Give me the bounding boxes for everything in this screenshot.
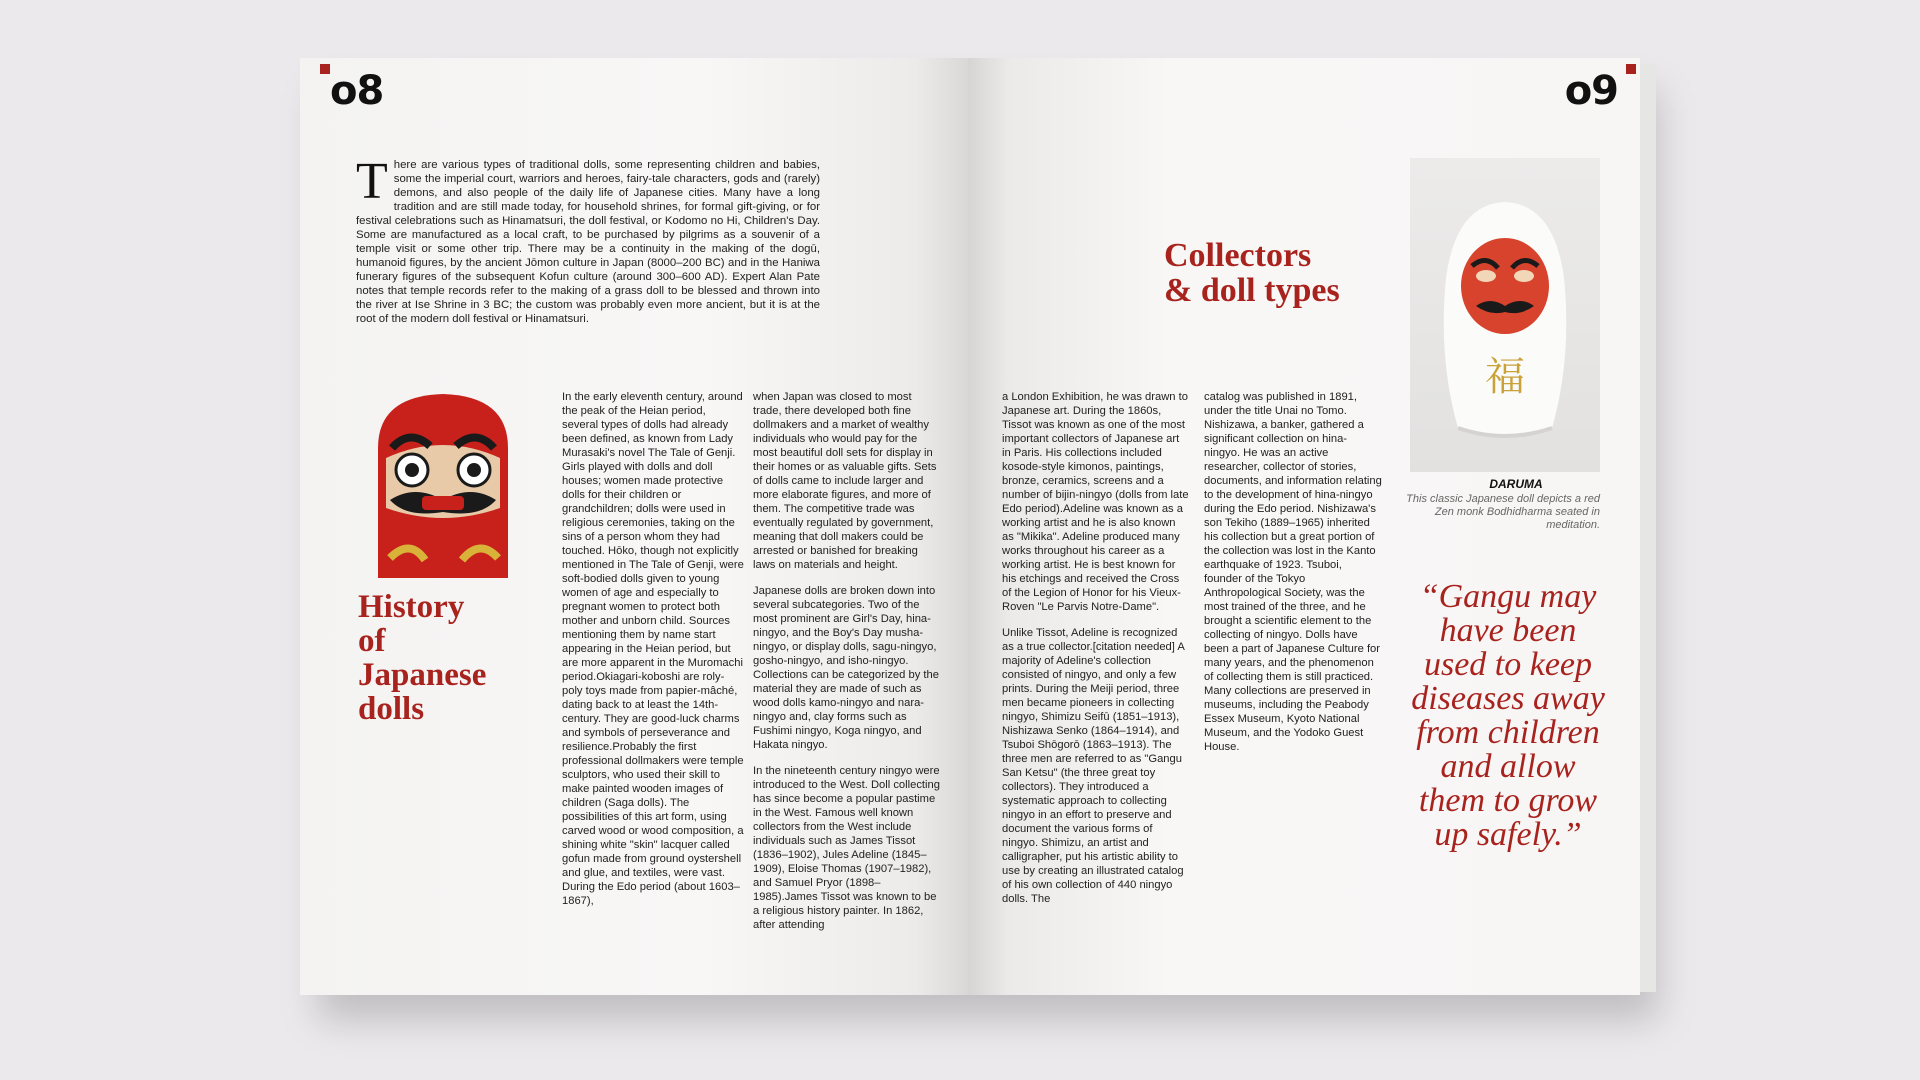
magazine-spread — [300, 58, 1660, 995]
daruma-photo — [1410, 158, 1600, 472]
right-column-1: a London Exhibition, he was drawn to Japanese art. During the 1860s, Tissot was known as one of the most important collectors of Japanese art in Paris. His collections included kosode-style kimonos, paintings, bronze, ceramics, screens and a number of bijin-ningyo (dolls from late Edo period).Adeline was known as a working artist and he is also known as "Mikika". Adeline produced many works throughout his career as a working artist. He is best known for his etchings and received the Cross of the Legion of Honor for his Vieux-Roven "Le Parvis Notre-Dame". Unlike Tissot, Adeline is recognized as a true collector.[citation needed] A majority of Adeline's collection consisted of ningyo, and only a few prints. During the Meiji period, three men became pioneers in collecting ningyo, Shimizu Seifū (1851–1913), Nishizawa Senko (1864–1914), and Tsuboi Shōgorō (1863–1913). The three men are referred to as "Gangu San Ketsu" (the three great toy collectors). They introduced a systematic approach to collecting ningyo in an effort to preserve and document the various forms of ningyo. Shimizu, an artist and calligrapher, put his artistic ability to use by creating an illustrated catalog of his own collection of 440 ningyo dolls. The — [1002, 391, 1189, 905]
page-number-left: o8 — [330, 68, 384, 114]
history-heading: History of Japanese dolls — [358, 589, 487, 727]
intro-paragraph — [356, 153, 820, 326]
white-daruma-image — [1410, 158, 1600, 472]
page-edges — [1640, 64, 1656, 992]
drop-cap: T — [356, 153, 388, 210]
caption-title: DARUMA — [1489, 477, 1543, 491]
left-column-2: when Japan was closed to most trade, there developed both fine dollmakers and a market of wealthy individuals who would pay for the most beautiful doll sets for display in their homes or as valuable gifts. Sets of dolls came to include larger and more elaborate figures, and more of them. The competitive trade was eventually regulated by government, meaning that doll makers could be arrested or banished for breaking laws on materials and height. Japanese dolls are broken down into several subcategories. Two of the most prominent are Girl's Day, hina-ningyo, and the Boy's Day musha-ningyo, or display dolls, sagu-ningyo, gosho-ningyo, and isho-ningyo. Collections can be categorized by the material they are made of such as wood dolls kamo-ningyo and nara-ningyo and, clay forms such as Fushimi ningyo, Koga ningyo, and Hakata ningyo. In the nineteenth century ningyo were introduced to the West. Doll collecting has since become a popular pastime in the West. Famous well known collectors from the West include individuals such as James Tissot (1836–1902), Jules Adeline (1845–1909), Eloise Thomas (1907–1982), and Samuel Pryor (1898–1985).James Tissot was known to be a religious history painter. In 1862, after attending — [753, 391, 940, 931]
left-column-1: In the early eleventh century, around the peak of the Heian period, several types of dolls had already been defined, as known from Lady Murasaki's novel The Tale of Genji. Girls played with dolls and doll houses; women made protective dolls for their children or grandchildren; dolls were used in religious ceremonies, taking on the sins of a person whom they had touched. Hōko, though not explicitly mentioned in The Tale of Genji, were soft-bodied dolls given to young women of age and especially to pregnant women to protect both mother and unborn child. Sources mentioning them by name start appearing in the Heian period, but are more apparent in the Muromachi period.Okiagari-koboshi are roly-poly toys made from papier-mâché, dating back to at least the 14th-century. They are good-luck charms and symbols of perseverance and resilience.Probably the first professional dollmakers were temple sculptors, who used their skill to make painted wooden images of children (Saga dolls). The possibilities of this art form, using carved wood or wood composition, a shining white "skin" lacquer called gofun made from ground oystershell and glue, and textiles, were vast. During the Edo period (about 1603–1867), — [562, 391, 744, 907]
corner-marker-right — [1626, 64, 1636, 74]
page-number-right: o9 — [1564, 68, 1618, 114]
daruma-doll-image — [370, 388, 516, 578]
collectors-heading: Collectors & doll types — [1164, 237, 1340, 309]
kanji-fuku: 福 — [1485, 354, 1525, 400]
right-column-2: catalog was published in 1891, under the title Unai no Tomo. Nishizawa, a banker, gathered a significant collection on hina-ningyo. He was an active researcher, collector of stories, documents, and information relating to the development of hina-ningyo during the Edo period. Nishizawa's son Tekiho (1889–1965) inherited his collection but a great portion of the collection was lost in the Kanto earthquake of 1923. Tsuboi, founder of the Tokyo Anthropological Society, was the most trained of the three, and he brought a scientific element to the collecting of ningyo. Dolls have been a part of Japanese Culture for many years, and the phenomenon of collecting them is still practiced. Many collections are preserved in museums, including the Peabody Essex Museum, Kyoto National Museum, and the Yodoko Guest House. — [1204, 391, 1382, 753]
pull-quote: “Gangu may have been used to keep diseases away from children and allow them to grow up safely.” — [1411, 578, 1605, 853]
left-page — [300, 58, 968, 995]
photo-caption — [1392, 478, 1600, 532]
corner-marker-left — [320, 64, 330, 74]
caption-text: This classic Japanese doll depicts a red Zen monk Bodhidharma seated in meditation. — [1406, 493, 1600, 531]
intro-text: here are various types of traditional dolls, some representing children and babies, some the imperial court, warriors and heroes, fairy-tale characters, gods and (rarely) demons, and also people of the daily life of Japanese cities. Many have a long tradition and are still made today, for household shrines, for formal gift-giving, or for festival celebrations such as Hinamatsuri, the doll festival, or Kodomo no Hi, Children's Day. Some are manufactured as a local craft, to be purchased by pilgrims as a souvenir of a temple visit or some other trip. There may be a continuity in the making of the dogū, humanoid figures, by the ancient Jōmon culture in Japan (8000–200 BC) and in the Haniwa funerary figures of the subsequent Kofun culture (around 300–600 AD). Expert Alan Pate notes that temple records refer to the making of a grass doll to be blessed and thrown into the river at Ise Shrine in 3 BC; the custom was probably even more ancient, but it is at the root of the modern doll festival or Hinamatsuri. — [356, 159, 820, 325]
